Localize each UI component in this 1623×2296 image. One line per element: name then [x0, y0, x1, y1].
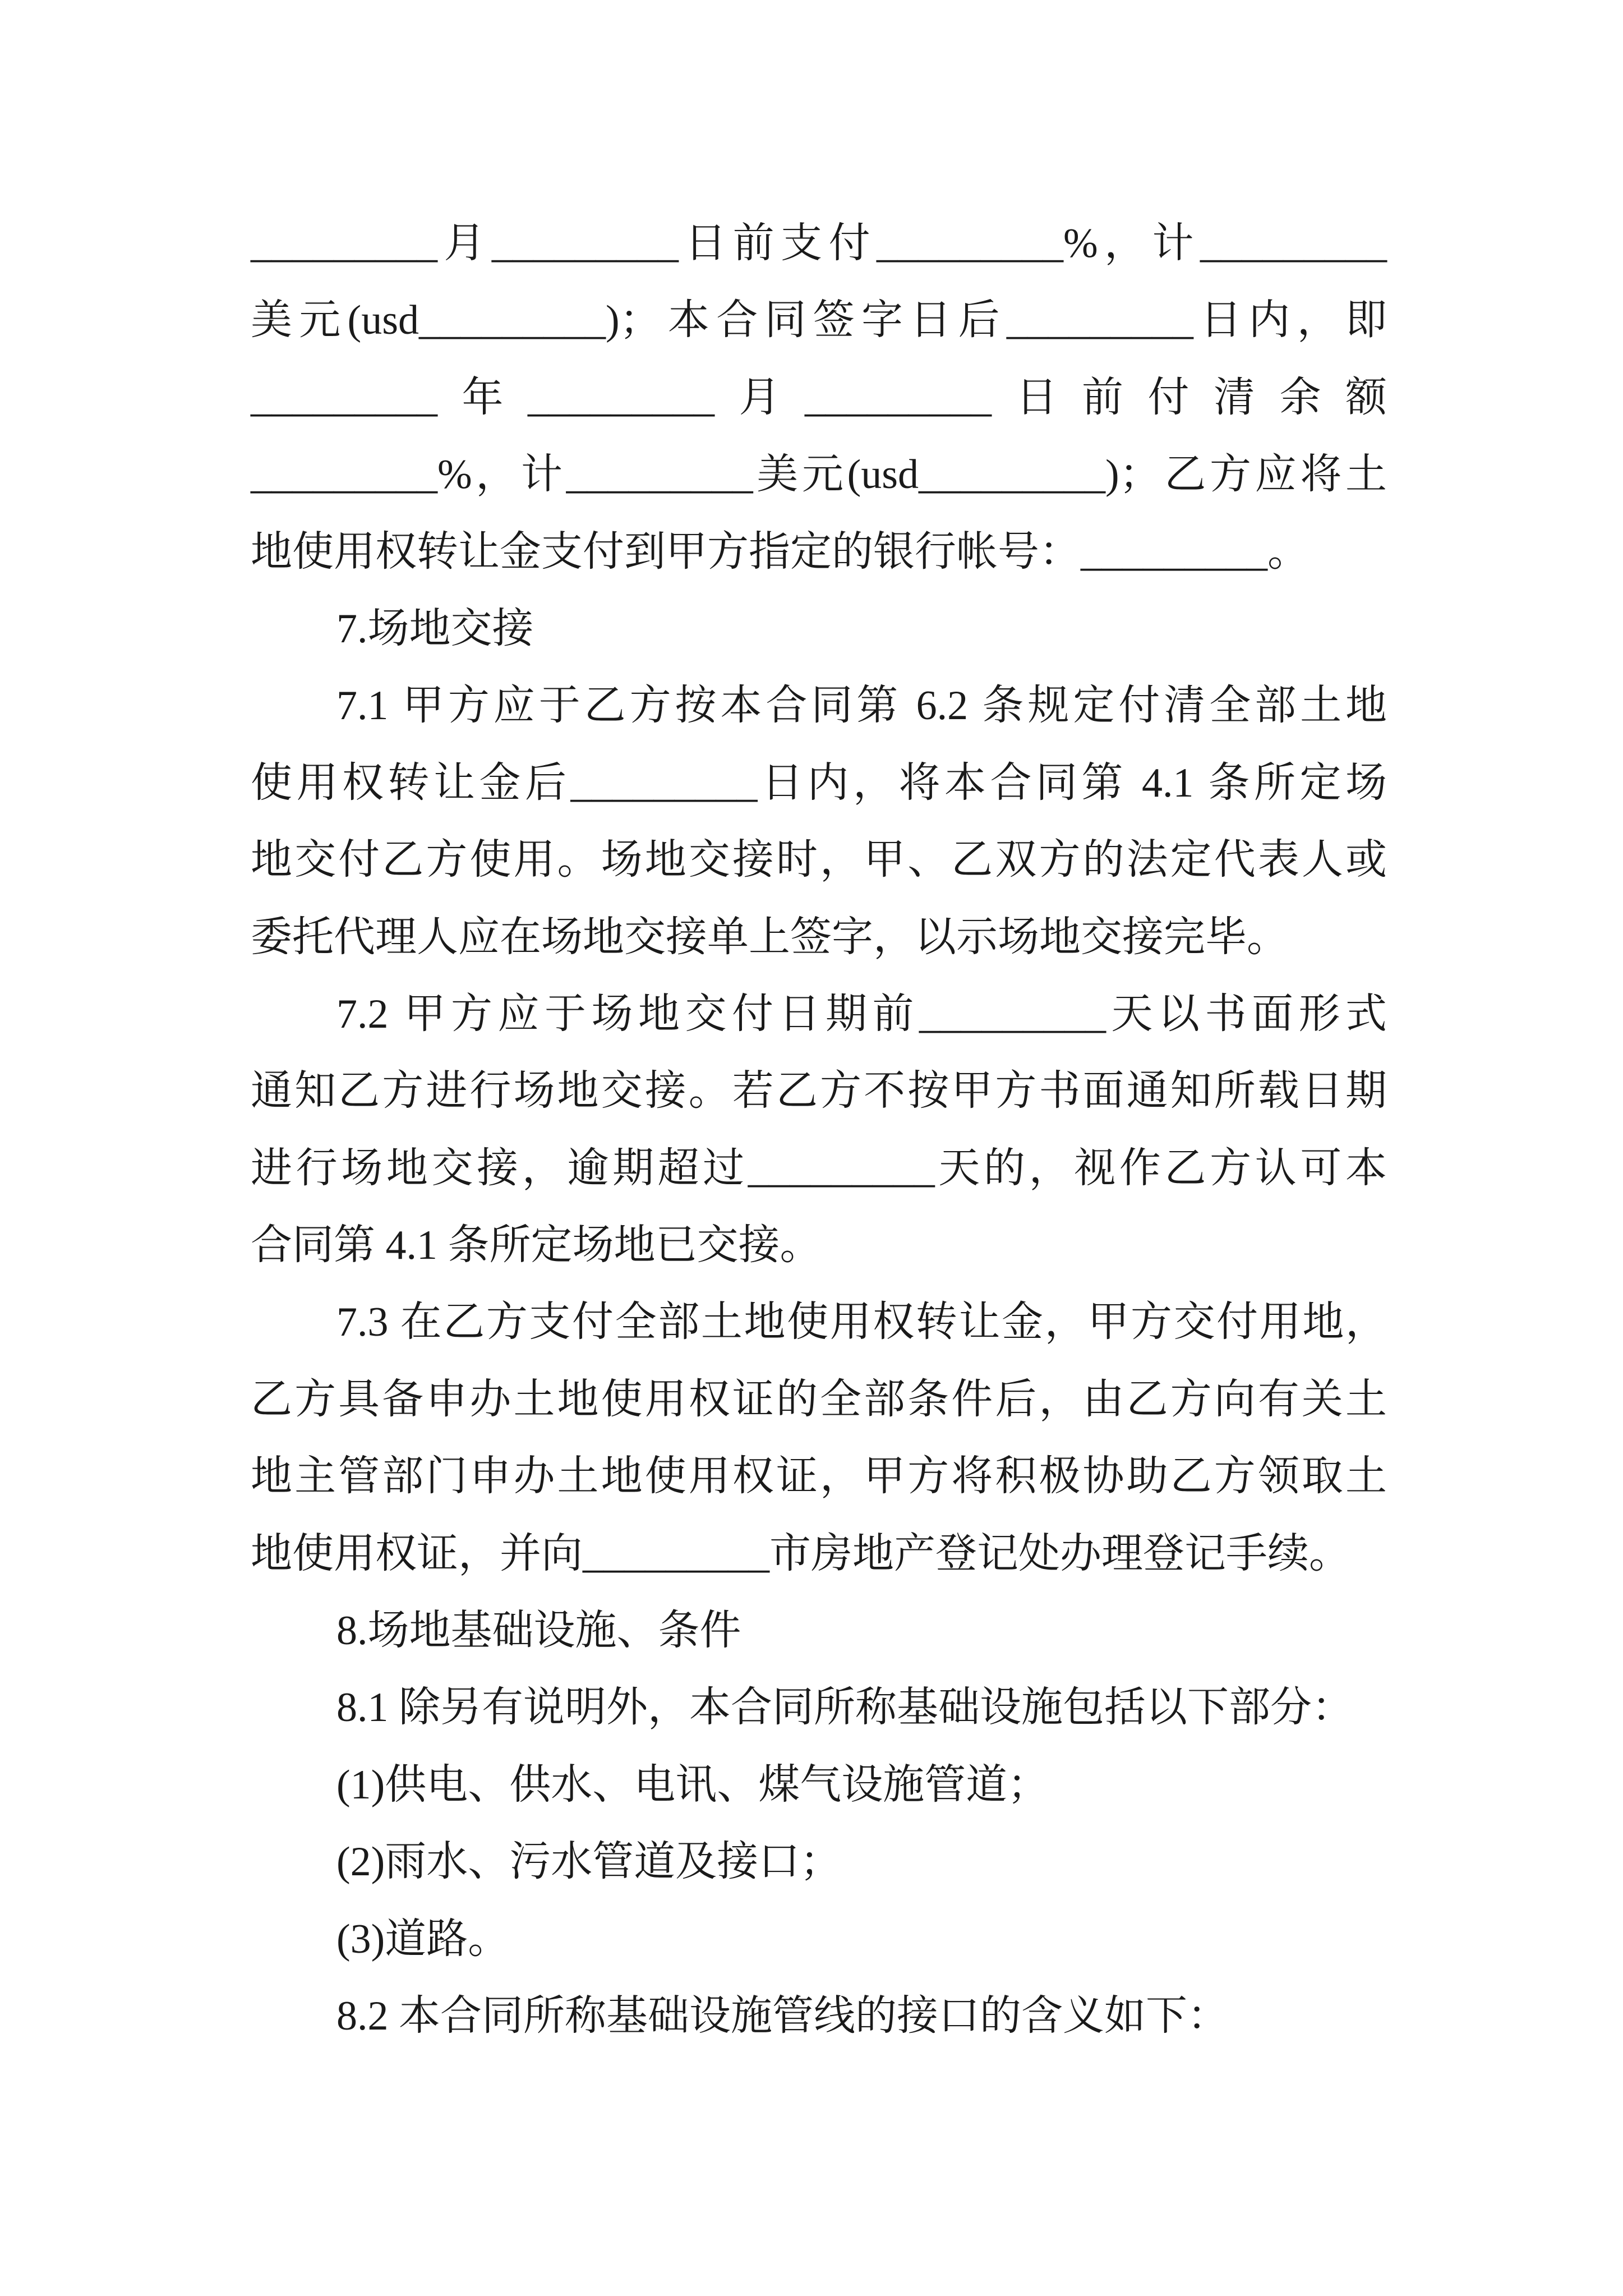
text-line: _________%，计_________美元(usd_________)；乙方应将土	[251, 452, 1387, 498]
list-item: (3)道路。	[336, 1916, 510, 1962]
clause-line: 7.3 在乙方支付全部土地使用权转让金，甲方交付用地，	[336, 1299, 1387, 1346]
text-line: 地使用权证，并向_________市房地产登记处办理登记手续。	[251, 1530, 1350, 1577]
text-line: _________年_________月_________日前付清余额	[251, 374, 1387, 421]
text-line: 通知乙方进行场地交接。若乙方不按甲方书面通知所载日期	[251, 1068, 1387, 1115]
list-item: (1)供电、供水、电讯、煤气设施管道；	[336, 1761, 1049, 1808]
document-body	[251, 205, 1387, 2055]
text-line: 委托代理人应在场地交接单上签字，以示场地交接完毕。	[251, 914, 1288, 960]
text-line: 使用权转让金后_________日内，将本合同第 4.1 条所定场	[251, 760, 1387, 806]
text-line: 地交付乙方使用。场地交接时，甲、乙双方的法定代表人或	[251, 837, 1387, 884]
text-line: 地主管部门申办土地使用权证，甲方将积极协助乙方领取土	[251, 1453, 1387, 1500]
text-line: 进行场地交接，逾期超过_________天的，视作乙方认可本	[251, 1145, 1387, 1191]
clause-line: 8.2 本合同所称基础设施管线的接口的含义如下：	[336, 1993, 1229, 2039]
text-line: 美元(usd_________)；本合同签字日后_________日内，即	[251, 297, 1387, 344]
clause-line: 7.1 甲方应于乙方按本合同第 6.2 条规定付清全部土地	[336, 683, 1387, 729]
clause-line: 7.2 甲方应于场地交付日期前_________天以书面形式	[336, 991, 1387, 1037]
list-item: (2)雨水、污水管道及接口；	[336, 1839, 842, 1885]
text-line: 合同第 4.1 条所定场地已交接。	[251, 1222, 822, 1269]
text-line: 乙方具备申办土地使用权证的全部条件后，由乙方向有关土	[251, 1376, 1387, 1423]
text-line: _________月_________日前支付_________%，计_________	[251, 220, 1387, 266]
section-heading: 8.场地基础设施、条件	[336, 1608, 741, 1654]
text-line: 地使用权转让金支付到甲方指定的银行帐号：_________。	[251, 528, 1309, 575]
section-heading: 7.场地交接	[336, 605, 534, 652]
clause-line: 8.1 除另有说明外，本合同所称基础设施包括以下部分：	[336, 1685, 1353, 1731]
